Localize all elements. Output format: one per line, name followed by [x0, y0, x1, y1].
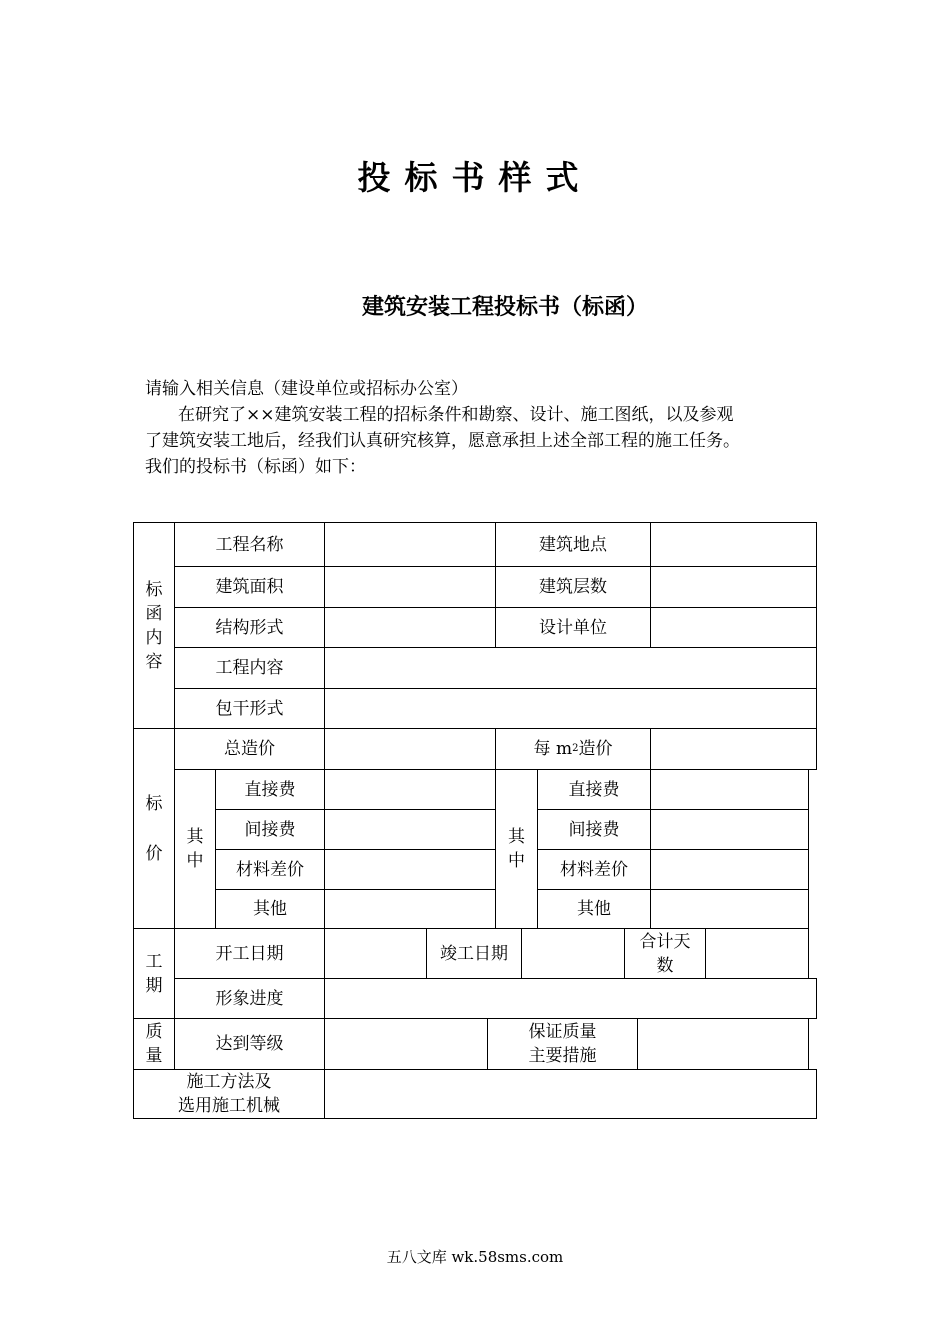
label-floors: 建筑层数 — [495, 566, 651, 608]
label-designer: 设计单位 — [495, 607, 651, 648]
label-direct-left: 直接费 — [215, 769, 325, 810]
label-structure: 结构形式 — [174, 607, 325, 648]
label-project-name: 工程名称 — [174, 522, 325, 567]
label-cost-per-m2: 每 m 2 造价 — [495, 728, 651, 770]
label-indirect-left: 间接费 — [215, 809, 325, 850]
label-among-left: 其 中 — [174, 769, 216, 929]
page-title: 投标书样式 — [357, 158, 593, 197]
label-end-date: 竣工日期 — [426, 928, 522, 979]
label-direct-right: 直接费 — [537, 769, 651, 810]
cell-total-days[interactable] — [705, 928, 809, 979]
document-subtitle: 建筑安装工程投标书（标函） — [361, 295, 648, 320]
cell-direct-right[interactable] — [650, 769, 809, 810]
label-material-diff-left: 材料差价 — [215, 849, 325, 890]
label-grade: 达到等级 — [174, 1018, 325, 1070]
footer-watermark: 五八文库 wk.58sms.com — [386, 1248, 564, 1266]
label-indirect-right: 间接费 — [537, 809, 651, 850]
cell-total-cost[interactable] — [324, 728, 496, 770]
cell-other-right[interactable] — [650, 889, 809, 929]
label-material-diff-right: 材料差价 — [537, 849, 651, 890]
label-progress: 形象进度 — [174, 978, 325, 1019]
cell-quality-measures[interactable] — [637, 1018, 809, 1070]
body-text-line-2: 了建筑安装工地后，经我们认真研究核算，愿意承担上述全部工程的施工任务。 — [145, 431, 740, 451]
cell-indirect-left[interactable] — [324, 809, 496, 850]
label-total-days: 合计天 数 — [624, 928, 706, 979]
cell-location[interactable] — [650, 522, 817, 567]
label-among-right: 其 中 — [495, 769, 538, 929]
cell-construction-method[interactable] — [324, 1069, 817, 1119]
label-content: 工程内容 — [174, 647, 325, 689]
cell-contract-form[interactable] — [324, 688, 817, 729]
bid-form-table — [133, 522, 817, 1119]
cell-project-name[interactable] — [324, 522, 496, 567]
body-text-line-3: 我们的投标书（标函）如下： — [145, 457, 366, 477]
section-label-duration: 工 期 — [133, 928, 175, 1019]
cell-grade[interactable] — [324, 1018, 488, 1070]
cell-structure[interactable] — [324, 607, 496, 648]
section-label-bid-price: 标 价 — [133, 728, 175, 929]
body-text-line-1: 在研究了××建筑安装工程的招标条件和勘察、设计、施工图纸，以及参观 — [178, 405, 734, 425]
addressee-line: 请输入相关信息（建设单位或招标办公室） — [145, 379, 468, 399]
label-other-left: 其他 — [215, 889, 325, 929]
label-start-date: 开工日期 — [174, 928, 325, 979]
label-location: 建筑地点 — [495, 522, 651, 567]
label-construction-method: 施工方法及 选用施工机械 — [133, 1069, 325, 1119]
cell-cost-per-m2[interactable] — [650, 728, 817, 770]
cell-material-diff-left[interactable] — [324, 849, 496, 890]
cell-material-diff-right[interactable] — [650, 849, 809, 890]
label-quality-measures: 保证质量 主要措施 — [487, 1018, 638, 1070]
section-label-quality: 质 量 — [133, 1018, 175, 1070]
cell-area[interactable] — [324, 566, 496, 608]
cell-end-date[interactable] — [521, 928, 625, 979]
cell-other-left[interactable] — [324, 889, 496, 929]
cell-indirect-right[interactable] — [650, 809, 809, 850]
cell-content[interactable] — [324, 647, 817, 689]
label-contract-form: 包干形式 — [174, 688, 325, 729]
cell-direct-left[interactable] — [324, 769, 496, 810]
label-other-right: 其他 — [537, 889, 651, 929]
cell-designer[interactable] — [650, 607, 817, 648]
section-label-bid-content: 标 函 内 容 — [133, 522, 175, 729]
cell-start-date[interactable] — [324, 928, 427, 979]
cell-progress[interactable] — [324, 978, 817, 1019]
label-area: 建筑面积 — [174, 566, 325, 608]
label-total-cost: 总造价 — [174, 728, 325, 770]
cell-floors[interactable] — [650, 566, 817, 608]
